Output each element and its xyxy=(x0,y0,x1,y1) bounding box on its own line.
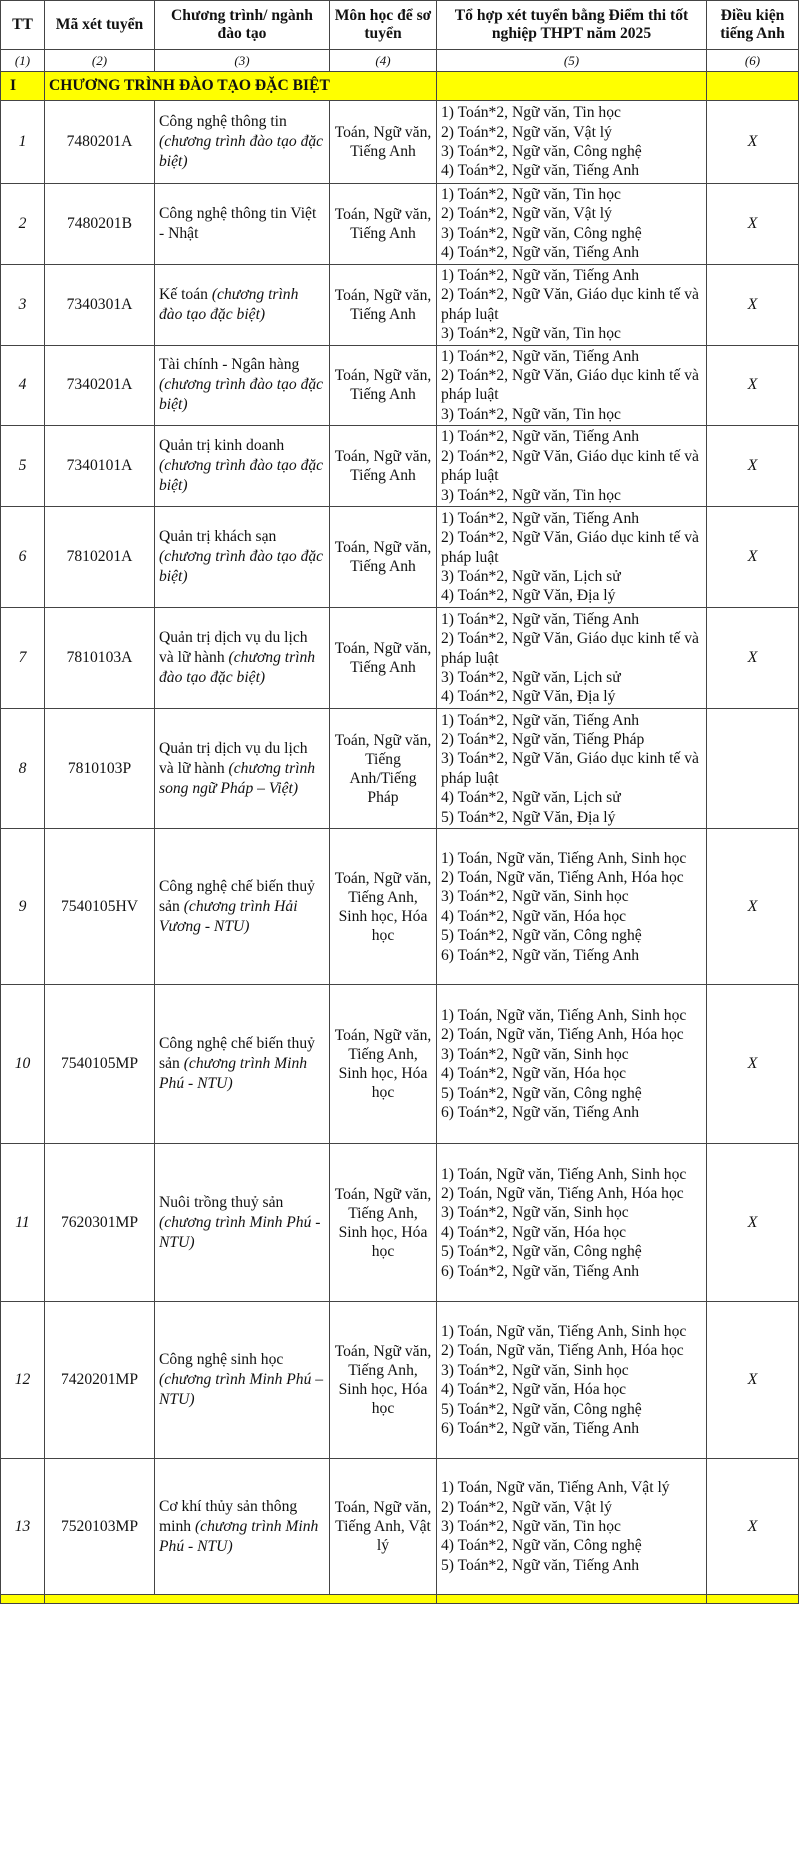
table-row xyxy=(1,184,799,265)
header-subjects: Môn học để sơ tuyển xyxy=(330,1,437,50)
program-cell xyxy=(155,985,330,1144)
combo-item: 4) Toán*2, Ngữ văn, Công nghệ xyxy=(441,1537,642,1555)
combo-item: 5) Toán*2, Ngữ Văn, Địa lý xyxy=(441,808,616,826)
program-name: Kế toán xyxy=(159,285,208,303)
screening-subjects: Toán, Ngữ văn, Tiếng Anh/Tiếng Pháp xyxy=(330,709,437,829)
combo-list xyxy=(437,1302,707,1459)
combo-item: 2) Toán, Ngữ văn, Tiếng Anh, Hóa học xyxy=(441,868,684,886)
header-tt: TT xyxy=(1,1,45,50)
english-requirement: X xyxy=(707,829,799,985)
table-row xyxy=(1,426,799,507)
english-requirement: X xyxy=(707,1459,799,1595)
combo-list xyxy=(437,264,707,345)
program-name: Công nghệ sinh học xyxy=(159,1351,284,1369)
combo-item: 1) Toán, Ngữ văn, Tiếng Anh, Sinh học xyxy=(441,1007,687,1025)
combo-item: 2) Toán, Ngữ văn, Tiếng Anh, Hóa học xyxy=(441,1184,684,1202)
column-number: (4) xyxy=(330,50,437,72)
program-name: Quản trị khách sạn xyxy=(159,528,277,546)
filler-cell xyxy=(1,1595,45,1604)
combo-item: 2) Toán*2, Ngữ Văn, Giáo dục kinh tế và pháp luật xyxy=(441,367,699,404)
combo-item: 2) Toán*2, Ngữ Văn, Giáo dục kinh tế và pháp luật xyxy=(441,286,699,323)
combo-item: 5) Toán*2, Ngữ văn, Công nghệ xyxy=(441,1400,642,1418)
program-note: (chương trình song ngữ Pháp – Việt) xyxy=(159,759,316,797)
section-empty-cell xyxy=(707,72,799,101)
screening-subjects: Toán, Ngữ văn, Tiếng Anh, Sinh học, Hóa học xyxy=(330,1302,437,1459)
row-number: 1 xyxy=(1,101,45,184)
screening-subjects: Toán, Ngữ văn, Tiếng Anh xyxy=(330,507,437,608)
screening-subjects: Toán, Ngữ văn, Tiếng Anh, Sinh học, Hóa học xyxy=(330,829,437,985)
program-name: Cơ khí thủy sản thông minh xyxy=(159,1497,298,1535)
combo-item: 2) Toán*2, Ngữ Văn, Giáo dục kinh tế và pháp luật xyxy=(441,529,699,566)
row-number: 4 xyxy=(1,345,45,426)
program-note: (chương trình Hải Vương - NTU) xyxy=(159,897,298,935)
admission-code: 7480201A xyxy=(45,101,155,184)
screening-subjects: Toán, Ngữ văn, Tiếng Anh xyxy=(330,426,437,507)
admission-code: 7340201A xyxy=(45,345,155,426)
admission-code: 7420201MP xyxy=(45,1302,155,1459)
combo-list xyxy=(437,101,707,184)
program-note: (chương trình đào tạo đặc biệt) xyxy=(159,133,324,170)
program-note: (chương trình đào tạo đặc biệt) xyxy=(159,285,299,323)
screening-subjects: Toán, Ngữ văn, Tiếng Anh, Sinh học, Hóa học xyxy=(330,985,437,1144)
row-number: 6 xyxy=(1,507,45,608)
combo-item: 2) Toán*2, Ngữ Văn, Giáo dục kinh tế và pháp luật xyxy=(441,630,699,667)
english-requirement: X xyxy=(707,507,799,608)
combo-item: 5) Toán*2, Ngữ văn, Công nghệ xyxy=(441,927,642,945)
combo-item: 1) Toán*2, Ngữ văn, Tiếng Anh xyxy=(441,711,640,729)
combo-item: 3) Toán*2, Ngữ văn, Công nghệ xyxy=(441,224,642,242)
program-cell xyxy=(155,264,330,345)
combo-item: 6) Toán*2, Ngữ văn, Tiếng Anh xyxy=(441,1420,640,1438)
program-note: (chương trình Minh Phú - NTU) xyxy=(159,1213,321,1251)
combo-item: 1) Toán, Ngữ văn, Tiếng Anh, Sinh học xyxy=(441,1323,687,1341)
combo-item: 2) Toán*2, Ngữ Văn, Giáo dục kinh tế và pháp luật xyxy=(441,447,699,485)
program-name: Quản trị dịch vụ du lịch và lữ hành xyxy=(159,739,308,777)
combo-item: 4) Toán*2, Ngữ văn, Tiếng Anh xyxy=(441,244,640,262)
combo-item: 4) Toán*2, Ngữ Văn, Địa lý xyxy=(441,688,616,706)
combo-item: 2) Toán*2, Ngữ văn, Vật lý xyxy=(441,1498,612,1516)
combo-item: 3) Toán*2, Ngữ văn, Sinh học xyxy=(441,1045,629,1063)
row-number: 12 xyxy=(1,1302,45,1459)
screening-subjects: Toán, Ngữ văn, Tiếng Anh, Sinh học, Hóa học xyxy=(330,1144,437,1302)
english-requirement: X xyxy=(707,1144,799,1302)
combo-item: 6) Toán*2, Ngữ văn, Tiếng Anh xyxy=(441,1262,640,1280)
combo-item: 4) Toán*2, Ngữ văn, Hóa học xyxy=(441,1065,627,1083)
table-row xyxy=(1,1459,799,1595)
combo-item: 3) Toán*2, Ngữ văn, Tin học xyxy=(441,1518,621,1536)
table-row xyxy=(1,1302,799,1459)
combo-item: 1) Toán*2, Ngữ văn, Tin học xyxy=(441,186,621,203)
program-name: Công nghệ thông tin xyxy=(159,113,287,130)
combo-item: 1) Toán*2, Ngữ văn, Tiếng Anh xyxy=(441,347,640,365)
program-note: (chương trình đào tạo đặc biệt) xyxy=(159,457,324,495)
table-row xyxy=(1,264,799,345)
combo-item: 1) Toán*2, Ngữ văn, Tiếng Anh xyxy=(441,266,640,284)
english-requirement: X xyxy=(707,985,799,1144)
program-note: (chương trình đào tạo đặc biệt) xyxy=(159,548,324,586)
section-number: I xyxy=(1,72,45,101)
column-number: (6) xyxy=(707,50,799,72)
combo-item: 5) Toán*2, Ngữ văn, Tiếng Anh xyxy=(441,1556,640,1574)
english-requirement: X xyxy=(707,426,799,507)
admission-code: 7540105HV xyxy=(45,829,155,985)
combo-item: 3) Toán*2, Ngữ văn, Sinh học xyxy=(441,1361,629,1379)
row-number: 11 xyxy=(1,1144,45,1302)
combo-item: 3) Toán*2, Ngữ văn, Tin học xyxy=(441,486,621,504)
combo-list xyxy=(437,1459,707,1595)
combo-item: 1) Toán*2, Ngữ văn, Tiếng Anh xyxy=(441,428,640,446)
program-cell xyxy=(155,608,330,709)
combo-list xyxy=(437,829,707,985)
program-name: Công nghệ thông tin Việt - Nhật xyxy=(159,204,317,242)
combo-item: 4) Toán*2, Ngữ văn, Hóa học xyxy=(441,1223,627,1241)
combo-item: 1) Toán*2, Ngữ văn, Tiếng Anh xyxy=(441,509,640,527)
program-cell xyxy=(155,709,330,829)
combo-item: 5) Toán*2, Ngữ văn, Công nghệ xyxy=(441,1243,642,1261)
program-cell xyxy=(155,101,330,184)
table-row xyxy=(1,829,799,985)
combo-item: 3) Toán*2, Ngữ văn, Sinh học xyxy=(441,888,629,906)
combo-list xyxy=(437,184,707,265)
section-title: CHƯƠNG TRÌNH ĐÀO TẠO ĐẶC BIỆT xyxy=(45,72,437,101)
program-note: (chương trình Minh Phú - NTU) xyxy=(159,1517,319,1555)
combo-item: 2) Toán, Ngữ văn, Tiếng Anh, Hóa học xyxy=(441,1026,684,1044)
admission-code: 7480201B xyxy=(45,184,155,265)
english-requirement xyxy=(707,709,799,829)
combo-list xyxy=(437,1144,707,1302)
admission-code: 7620301MP xyxy=(45,1144,155,1302)
combo-item: 2) Toán*2, Ngữ văn, Vật lý xyxy=(441,123,612,141)
program-cell xyxy=(155,507,330,608)
program-note: (chương trình Minh Phú - NTU) xyxy=(159,1055,308,1093)
combo-list xyxy=(437,709,707,829)
screening-subjects: Toán, Ngữ văn, Tiếng Anh xyxy=(330,608,437,709)
next-section-row xyxy=(1,1595,799,1604)
header-code: Mã xét tuyển xyxy=(45,1,155,50)
combo-item: 4) Toán*2, Ngữ văn, Hóa học xyxy=(441,1381,627,1399)
program-note: (chương trình đào tạo đặc biệt) xyxy=(159,376,324,414)
combo-item: 4) Toán*2, Ngữ văn, Hóa học xyxy=(441,907,627,925)
combo-item: 3) Toán*2, Ngữ Văn, Giáo dục kinh tế và pháp luật xyxy=(441,750,699,787)
program-name: Quản trị dịch vụ du lịch và lữ hành xyxy=(159,629,308,667)
table-row xyxy=(1,1144,799,1302)
english-requirement: X xyxy=(707,345,799,426)
combo-list xyxy=(437,426,707,507)
section-header-row xyxy=(1,72,799,101)
combo-item: 3) Toán*2, Ngữ văn, Tin học xyxy=(441,325,621,343)
combo-list xyxy=(437,507,707,608)
column-number: (3) xyxy=(155,50,330,72)
program-note: (chương trình Minh Phú – NTU) xyxy=(159,1371,324,1409)
combo-list xyxy=(437,985,707,1144)
combo-item: 4) Toán*2, Ngữ văn, Lịch sử xyxy=(441,789,621,807)
filler-cell xyxy=(437,1595,707,1604)
combo-item: 3) Toán*2, Ngữ văn, Lịch sử xyxy=(441,668,621,686)
screening-subjects: Toán, Ngữ văn, Tiếng Anh xyxy=(330,101,437,184)
program-name: Công nghệ chế biến thuỷ sản xyxy=(159,877,315,915)
row-number: 2 xyxy=(1,184,45,265)
combo-item: 1) Toán, Ngữ văn, Tiếng Anh, Sinh học xyxy=(441,849,687,867)
table-body xyxy=(1,72,799,1595)
column-number-row xyxy=(1,50,799,72)
row-number: 9 xyxy=(1,829,45,985)
program-cell xyxy=(155,184,330,265)
combo-list xyxy=(437,608,707,709)
table-row xyxy=(1,345,799,426)
program-cell xyxy=(155,1459,330,1595)
filler-cell xyxy=(707,1595,799,1604)
program-cell xyxy=(155,426,330,507)
row-number: 10 xyxy=(1,985,45,1144)
combo-item: 3) Toán*2, Ngữ văn, Sinh học xyxy=(441,1204,629,1222)
admission-code: 7810103A xyxy=(45,608,155,709)
program-cell xyxy=(155,829,330,985)
screening-subjects: Toán, Ngữ văn, Tiếng Anh, Vật lý xyxy=(330,1459,437,1595)
combo-item: 6) Toán*2, Ngữ văn, Tiếng Anh xyxy=(441,1104,640,1122)
screening-subjects: Toán, Ngữ văn, Tiếng Anh xyxy=(330,264,437,345)
combo-list xyxy=(437,345,707,426)
combo-item: 4) Toán*2, Ngữ Văn, Địa lý xyxy=(441,587,616,605)
combo-item: 1) Toán*2, Ngữ văn, Tiếng Anh xyxy=(441,610,640,628)
combo-item: 2) Toán*2, Ngữ văn, Tiếng Pháp xyxy=(441,730,645,748)
english-requirement: X xyxy=(707,264,799,345)
table-row xyxy=(1,507,799,608)
row-number: 8 xyxy=(1,709,45,829)
table-row xyxy=(1,608,799,709)
screening-subjects: Toán, Ngữ văn, Tiếng Anh xyxy=(330,345,437,426)
combo-item: 1) Toán*2, Ngữ văn, Tin học xyxy=(441,104,621,122)
column-number: (5) xyxy=(437,50,707,72)
row-number: 5 xyxy=(1,426,45,507)
program-name: Tài chính - Ngân hàng xyxy=(159,356,300,374)
admission-code: 7340301A xyxy=(45,264,155,345)
combo-item: 2) Toán, Ngữ văn, Tiếng Anh, Hóa học xyxy=(441,1342,684,1360)
filler-cell xyxy=(45,1595,437,1604)
admission-code: 7540105MP xyxy=(45,985,155,1144)
english-requirement: X xyxy=(707,101,799,184)
program-cell xyxy=(155,1144,330,1302)
combo-item: 3) Toán*2, Ngữ văn, Lịch sử xyxy=(441,567,621,585)
column-number: (1) xyxy=(1,50,45,72)
combo-item: 3) Toán*2, Ngữ văn, Công nghệ xyxy=(441,143,642,160)
header-combos: Tổ hợp xét tuyển bằng Điểm thi tốt nghiệp THPT năm 2025 xyxy=(437,1,707,50)
section-empty-cell xyxy=(437,72,707,101)
program-cell xyxy=(155,345,330,426)
table-row xyxy=(1,985,799,1144)
row-number: 13 xyxy=(1,1459,45,1595)
row-number: 3 xyxy=(1,264,45,345)
row-number: 7 xyxy=(1,608,45,709)
combo-item: 3) Toán*2, Ngữ văn, Tin học xyxy=(441,405,621,423)
screening-subjects: Toán, Ngữ văn, Tiếng Anh xyxy=(330,184,437,265)
program-note: (chương trình đào tạo đặc biệt) xyxy=(159,649,316,687)
combo-item: 5) Toán*2, Ngữ văn, Công nghệ xyxy=(441,1084,642,1102)
combo-item: 1) Toán, Ngữ văn, Tiếng Anh, Sinh học xyxy=(441,1165,687,1183)
header-row xyxy=(1,1,799,50)
table-row xyxy=(1,101,799,184)
combo-item: 4) Toán*2, Ngữ văn, Tiếng Anh xyxy=(441,162,640,180)
column-number: (2) xyxy=(45,50,155,72)
program-name: Công nghệ chế biến thuỷ sản xyxy=(159,1035,315,1073)
english-requirement: X xyxy=(707,1302,799,1459)
combo-item: 1) Toán, Ngữ văn, Tiếng Anh, Vật lý xyxy=(441,1479,670,1497)
admission-code: 7810103P xyxy=(45,709,155,829)
table-row xyxy=(1,709,799,829)
admission-code: 7520103MP xyxy=(45,1459,155,1595)
combo-item: 2) Toán*2, Ngữ văn, Vật lý xyxy=(441,205,612,223)
combo-item: 6) Toán*2, Ngữ văn, Tiếng Anh xyxy=(441,946,640,964)
english-requirement: X xyxy=(707,608,799,709)
program-name: Quản trị kinh doanh xyxy=(159,437,285,455)
program-cell xyxy=(155,1302,330,1459)
admission-code: 7810201A xyxy=(45,507,155,608)
program-name: Nuôi trồng thuỷ sản xyxy=(159,1193,284,1211)
header-english: Điều kiện tiếng Anh xyxy=(707,1,799,50)
admission-code: 7340101A xyxy=(45,426,155,507)
english-requirement: X xyxy=(707,184,799,265)
header-program: Chương trình/ ngành đào tạo xyxy=(155,1,330,50)
